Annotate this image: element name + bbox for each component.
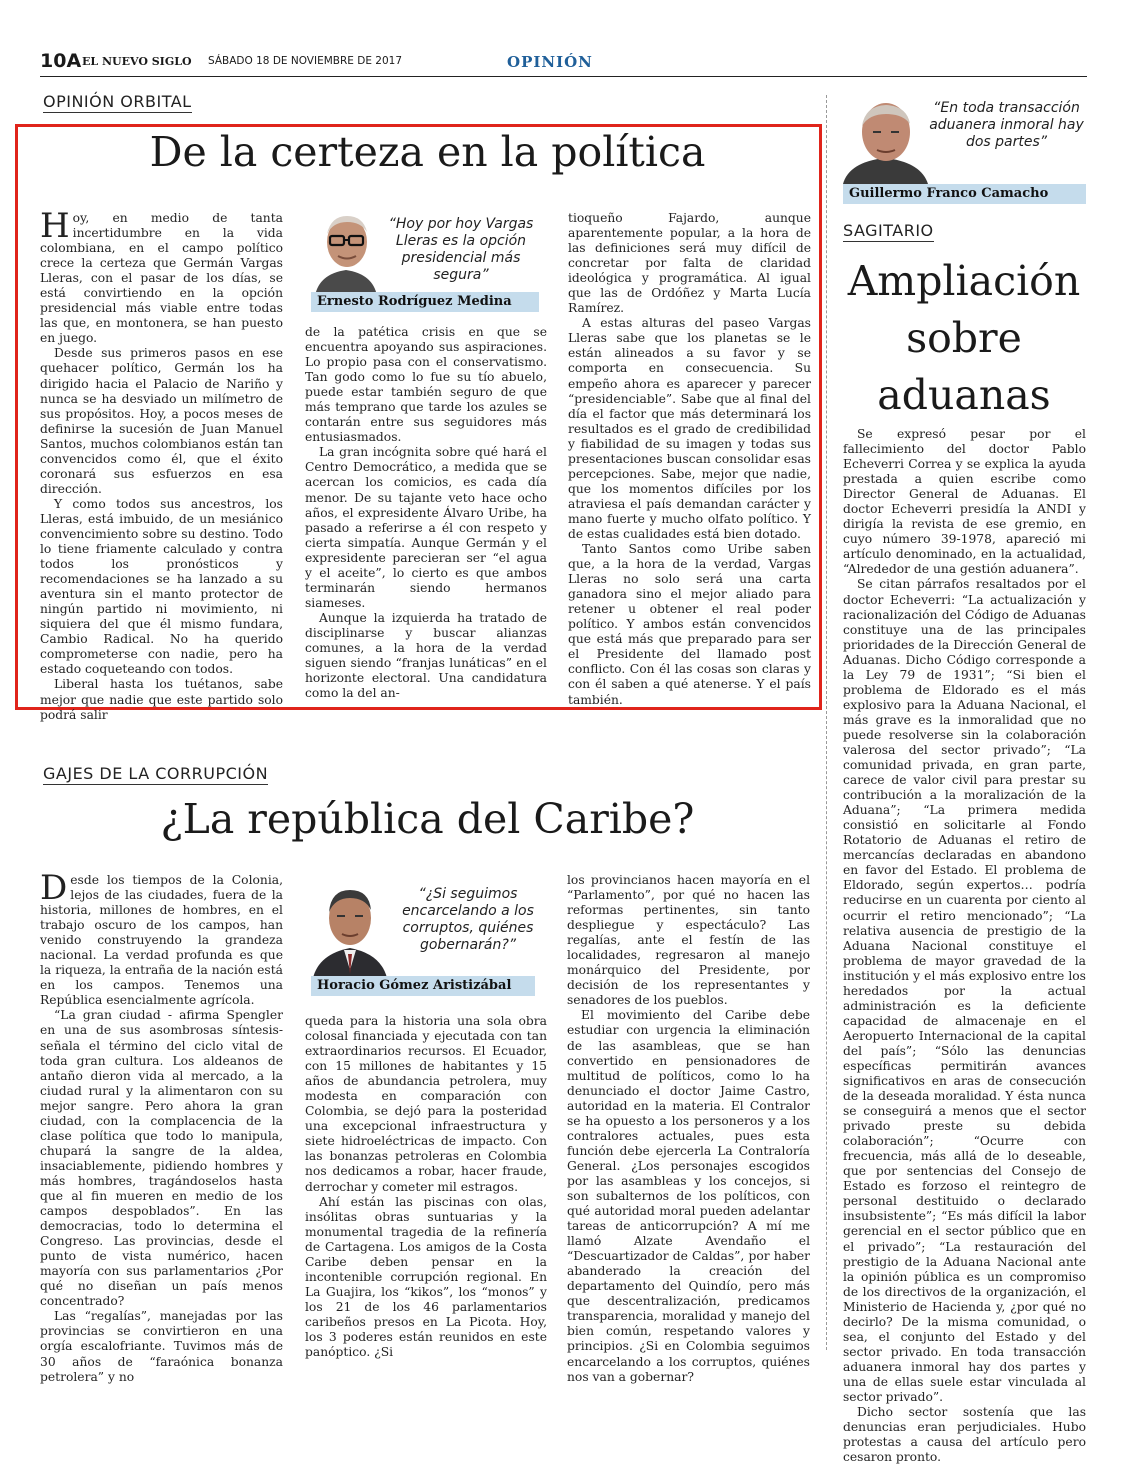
- pull-quote: “¿Si seguimos encarcelando a los corruptos, quiénes gobernarán?”: [402, 886, 534, 953]
- paragraph: “La gran ciudad - afirma Spengler en una de sus asombrosas síntesis- señala el término del ciclo vital de toda gran cultura. Los aldeanos de antaño dieron vida al mercado, a la ciudad rural y la alimentaron con su mejor sangre. Pero ahora la gran ciudad, con la complacencia de la clase política que todo lo manipula, chupará la sangre de la aldea, insaciablemente, pidiendo hombres y más hombres, tragándoselos hasta que al fin mueren en medio de los campos despoblados”. En las democracias, todo lo determina el Congreso. Las provincias, desde el punto de vista numérico, hacen mayoría con sus parlamentarios ¿Por qué no diseñan un país menos concentrado?: [40, 1008, 283, 1309]
- page-header: [40, 50, 1087, 77]
- paragraph: A estas alturas del paseo Vargas Lleras sabe que los planetas se le están alineados a su favor y se comporta en consecuencia. Su empeño ahora es aparecer y parecer “presidenciable”. Sabe que al final del día el factor que más determinará los resultados es el grado de credibilidad y fiabilidad de su imagen y todas sus presentaciones buscan consolidar esas percepciones. Sabe, mejor que nadie, que los momentos difíciles por los atraviesa el país demandan carácter y mano fuerte y mucho olfato político. Y de estas cualidades está bien dotado.: [568, 316, 811, 541]
- paragraph: Aunque la izquierda ha tratado de disciplinarse y buscar alianzas comunes, a la hora de la verdad siguen siendo “franjas lunáticas” en el horizonte electoral. Una candidatura como la del an-: [305, 610, 547, 701]
- section-label-sagitario: SAGITARIO: [843, 221, 934, 240]
- article2-column-2: [305, 1014, 547, 1360]
- paragraph: Tanto Santos como Uribe saben que, a la hora de la verdad, Vargas Lleras no solo será una carta ganadora sino el mejor aliado para retener u obtener el real poder político. Y ambos están convencidos que está más que preparado para ser el Presidente del llamado post conflicto. Con él las cosas son claras y con él saben a qué atenerse. Y el país también.: [568, 542, 811, 707]
- column-divider: [826, 95, 827, 1350]
- author-box-rodriguez: [303, 206, 539, 314]
- drop-cap: H: [40, 206, 70, 246]
- paragraph: Se expresó pesar por el fallecimiento del doctor Pablo Echeverri Correa y se explica la ayuda prestada a quien escribe como Director General de Aduanas. El doctor Echeverri presidía la ANDI y dirigía la revista de ese gremio, en cuyo número 39-1978, apareció mi artículo denominado, en la actualidad, “Alrededor de una gestión aduanera”.: [843, 427, 1086, 577]
- page-number: 10A: [40, 50, 82, 72]
- author-portrait-icon: [311, 208, 381, 296]
- paragraph: Desde sus primeros pasos en ese quehacer político, Germán los ha dirigido hacia el Palacio de Nariño y nunca se ha desviado un milímetro de sus propósitos. Hoy, a pocos meses de definirse la sucesión de Juan Manuel Santos, muchos colombianos están tan convencidos como él, que el éxito coronará sus esfuerzos en esa dirección.: [40, 346, 283, 496]
- paragraph: oy, en medio de tanta incertidumbre en la vida colombiana, en el campo político crece la certeza que Germán Vargas Lleras, con el pasar de los días, se está convirtiendo en la opción presidencial más viable entre todas las que, en montonera, se han puesto en juego.: [40, 211, 283, 346]
- drop-cap: D: [40, 868, 68, 908]
- author-portrait-icon: [311, 878, 389, 978]
- author-photo: [311, 878, 389, 978]
- paragraph: Dicho sector sostenía que las denuncias eran perjudiciales. Hubo protestas a causa del artículo pero cesaron pronto.: [843, 1405, 1086, 1465]
- paragraph: Las “regalías”, manejadas por las provincias se convirtieron en una orgía escalofriante. Tuvimos más de 30 años de “faraónica bonanza petrolera” y no: [40, 1309, 283, 1384]
- headline-certeza: De la certeza en la política: [149, 128, 706, 176]
- paragraph: El movimiento del Caribe debe estudiar con urgencia la eliminación de las asambleas, que se han convertido en pensionadores de multitud de políticos, como lo ha denunciado el doctor Jaime Castro, autoridad en la materia. El Contralor se ha opuesto a los personeros y a los contralores actuales, pues esta función debe ejercerla La Contraloría General. ¿Los personajes escogidos por las asambleas y los concejos, si son subalternos de los políticos, con qué autoridad moral pueden adelantar tareas de anticorrupción? A mí me llamó Alzate Avendaño el “Descuartizador de Caldas”, por haber abanderado la creación del departamento del Quindío, pero más que descentralización, predicamos transparencia, moralidad y manejo del bien común, respetando valores y principios. ¿Si en Colombia seguimos encarcelando a los corruptos, quiénes nos van a gobernar?: [567, 1008, 810, 1384]
- paragraph: esde los tiempos de la Colonia, lejos de las ciudades, fuera de la historia, millones de hombres, en el trabajo oscuro de los campos, han venido construyendo la grandeza nacional. La verdad profunda es que la riqueza, la entraña de la nación está en los campos. Tenemos una República esencialmente agrícola.: [40, 873, 283, 1008]
- paragraph: de la patética crisis en que se encuentra apoyando sus aspiraciones. Lo propio pasa con el conservatismo. Tan godo como lo fue su tío abuelo, puede estar también seguro de que más temprano que tarde los azules se contarán entre sus seguidores más entusiasmados.: [305, 325, 547, 445]
- paragraph: Ahí están las piscinas con olas, insólitas obras suntuarias y la monumental tragedia de la refinería de Cartagena. Los amigos de la Costa Caribe deben pensar en la incontenible corrupción regional. En La Guajira, los “kikos”, los “monos” y los 21 de los 46 parlamentarios caribeños presos en La Picota. Hoy, los 3 poderes están reunidos en este panóptico. ¿Si: [305, 1194, 547, 1360]
- author-box-franco: [841, 94, 1086, 206]
- paper-name: EL NUEVO SIGLO: [82, 55, 192, 68]
- article1-column-1: [40, 206, 283, 723]
- paragraph: Se citan párrafos resaltados por el doctor Echeverri: “La actualización y racionalización del Código de Aduanas constituye una de las principales prioridades de la Dirección General de Aduanas. Dicho Código corresponde a la Ley 79 de 1931”; “Si bien el problema de Eldorado es el más explosivo para la Aduana Nacional, el más grave es la inmoralidad que no puede resolverse sin la colaboración valerosa del sector privado”; “La comunidad privada, en gran parte, carece de valor civil para prestar su contribución a la moralización de la Aduana”; “La primera medida consistió en solicitarle al Fondo Rotatorio de Aduanas el retiro de mercancías declaradas en abandono en favor del Estado. El problema de Eldorado, según expertos… podría reducirse en un cuarenta por ciento al ocurrir el retiro mencionado”; “La relativa ausencia de prestigio de la Aduana Nacional constituye el problema de mayor gravedad de la institución y el más explosivo entre los heredados por la actual administración es la deficiente capacidad de almacenaje en el Aeropuerto Internacional de la capital del país”; “Sólo las denuncias específicas permitirán avances significativos en aras de consecución de la deseada moralidad. Y ésta nunca se conseguirá a menos que el sector privado preste su debida colaboración”; “Ocurre con frecuencia, más allá de lo deseable, que por sentencias del Consejo de Estado es forzoso el reintegro de personal destituido o declarado insubsistente”; “Es más difícil la labor gerencial en el sector público que en el privado”; “La restauración del prestigio de la Aduana Nacional ante la opinión pública es un compromiso de los directivos de la organización, el Ministerio de Hacienda y, ¿por qué no decirlo? De la misma comunidad, o sea, el conjunto del Estado y del sector privado. En toda transacción aduanera inmoral hay dos partes y una de ellas suele estar vinculada al sector privado”.: [843, 577, 1086, 1404]
- paragraph: los provincianos hacen mayoría en el “Parlamento”, por qué no hacen las reformas pertinentes, sin tanto despliegue y espectáculo? Las regalías, ante el festín de las localidades, regresaron al manejo monárquico del Presidente, por decisión de los representantes y senadores de los pueblos.: [567, 873, 810, 1008]
- author-name: Guillermo Franco Camacho: [843, 184, 1086, 204]
- article3-body: [843, 427, 1086, 1465]
- section-label-opinion-orbital: OPINIÓN ORBITAL: [43, 92, 192, 111]
- paragraph: Y como todos sus ancestros, los Lleras, está imbuido, de un mesiánico convencimiento sobre su destino. Todo lo tiene friamente calculado y contra todos los pronósticos y recomendaciones se ha lanzado a su aventura sin el manto protector de ningún partido ni movimiento, ni siquiera del que él mismo fundara, Cambio Radical. No ha querido comprometerse con nadie, pero ha estado coqueteando con todos.: [40, 496, 283, 677]
- author-name: Ernesto Rodríguez Medina: [311, 292, 539, 312]
- author-photo: [311, 208, 381, 296]
- author-box-gomez: [303, 868, 539, 998]
- article1-column-2: [305, 325, 547, 701]
- pull-quote: “Hoy por hoy Vargas Lleras es la opción presidencial más segura”: [388, 216, 534, 283]
- paragraph: tioqueño Fajardo, aunque aparentemente popular, a la hora de las definiciones será muy difícil de concretar por falta de claridad ideológica y programática. Al igual que las de Ordóñez y Marta Lucía Ramírez.: [568, 211, 811, 316]
- section-name: OPINIÓN: [507, 53, 593, 71]
- headline-line: aduanas: [877, 371, 1051, 419]
- paragraph: queda para la historia una sola obra colosal financiada y ejecutada con tan extraordinarios recursos. El Ecuador, con 15 millones de habitantes y 15 años de abundancia petrolera, muy modesta en comparación con Colombia, se dejó para la posteridad una excepcional infraestructura y siete hidroeléctricas de impacto. Con las bonanzas petroleras en Colombia nos dedicamos a robar, hacer fraude, derrochar y cometer mil estragos.: [305, 1014, 547, 1194]
- pull-quote: “En toda transacción aduanera inmoral hay dos partes”: [929, 100, 1084, 150]
- article2-column-1: [40, 868, 283, 1385]
- paragraph: La gran incógnita sobre qué hará el Centro Democrático, a medida que se acercan los comicios, es cada día menor. De su tajante veto hace ocho años, el expresidente Álvaro Uribe, ha pasado a referirse a él con respeto y cierta simpatía. Aunque Germán y el expresidente parecieran ser “el agua y el aceite”, lo cierto es que ambos terminarán siendo hermanos siameses.: [305, 445, 547, 610]
- header-date: SÁBADO 18 DE NOVIEMBRE DE 2017: [208, 55, 403, 67]
- section-label-gajes: GAJES DE LA CORRUPCIÓN: [43, 764, 269, 783]
- headline-line: Ampliación: [847, 257, 1081, 305]
- author-portrait-icon: [843, 96, 928, 184]
- author-name: Horacio Gómez Aristizábal: [311, 976, 535, 996]
- headline-aduanas: [840, 253, 1088, 424]
- article2-column-3: [567, 873, 810, 1385]
- article1-column-3: [568, 211, 811, 708]
- paragraph: Liberal hasta los tuétanos, sabe mejor que nadie que este partido solo podrá salir: [40, 677, 283, 722]
- author-photo: [843, 96, 928, 184]
- headline-line: sobre: [906, 314, 1022, 362]
- headline-caribe: ¿La república del Caribe?: [160, 795, 695, 843]
